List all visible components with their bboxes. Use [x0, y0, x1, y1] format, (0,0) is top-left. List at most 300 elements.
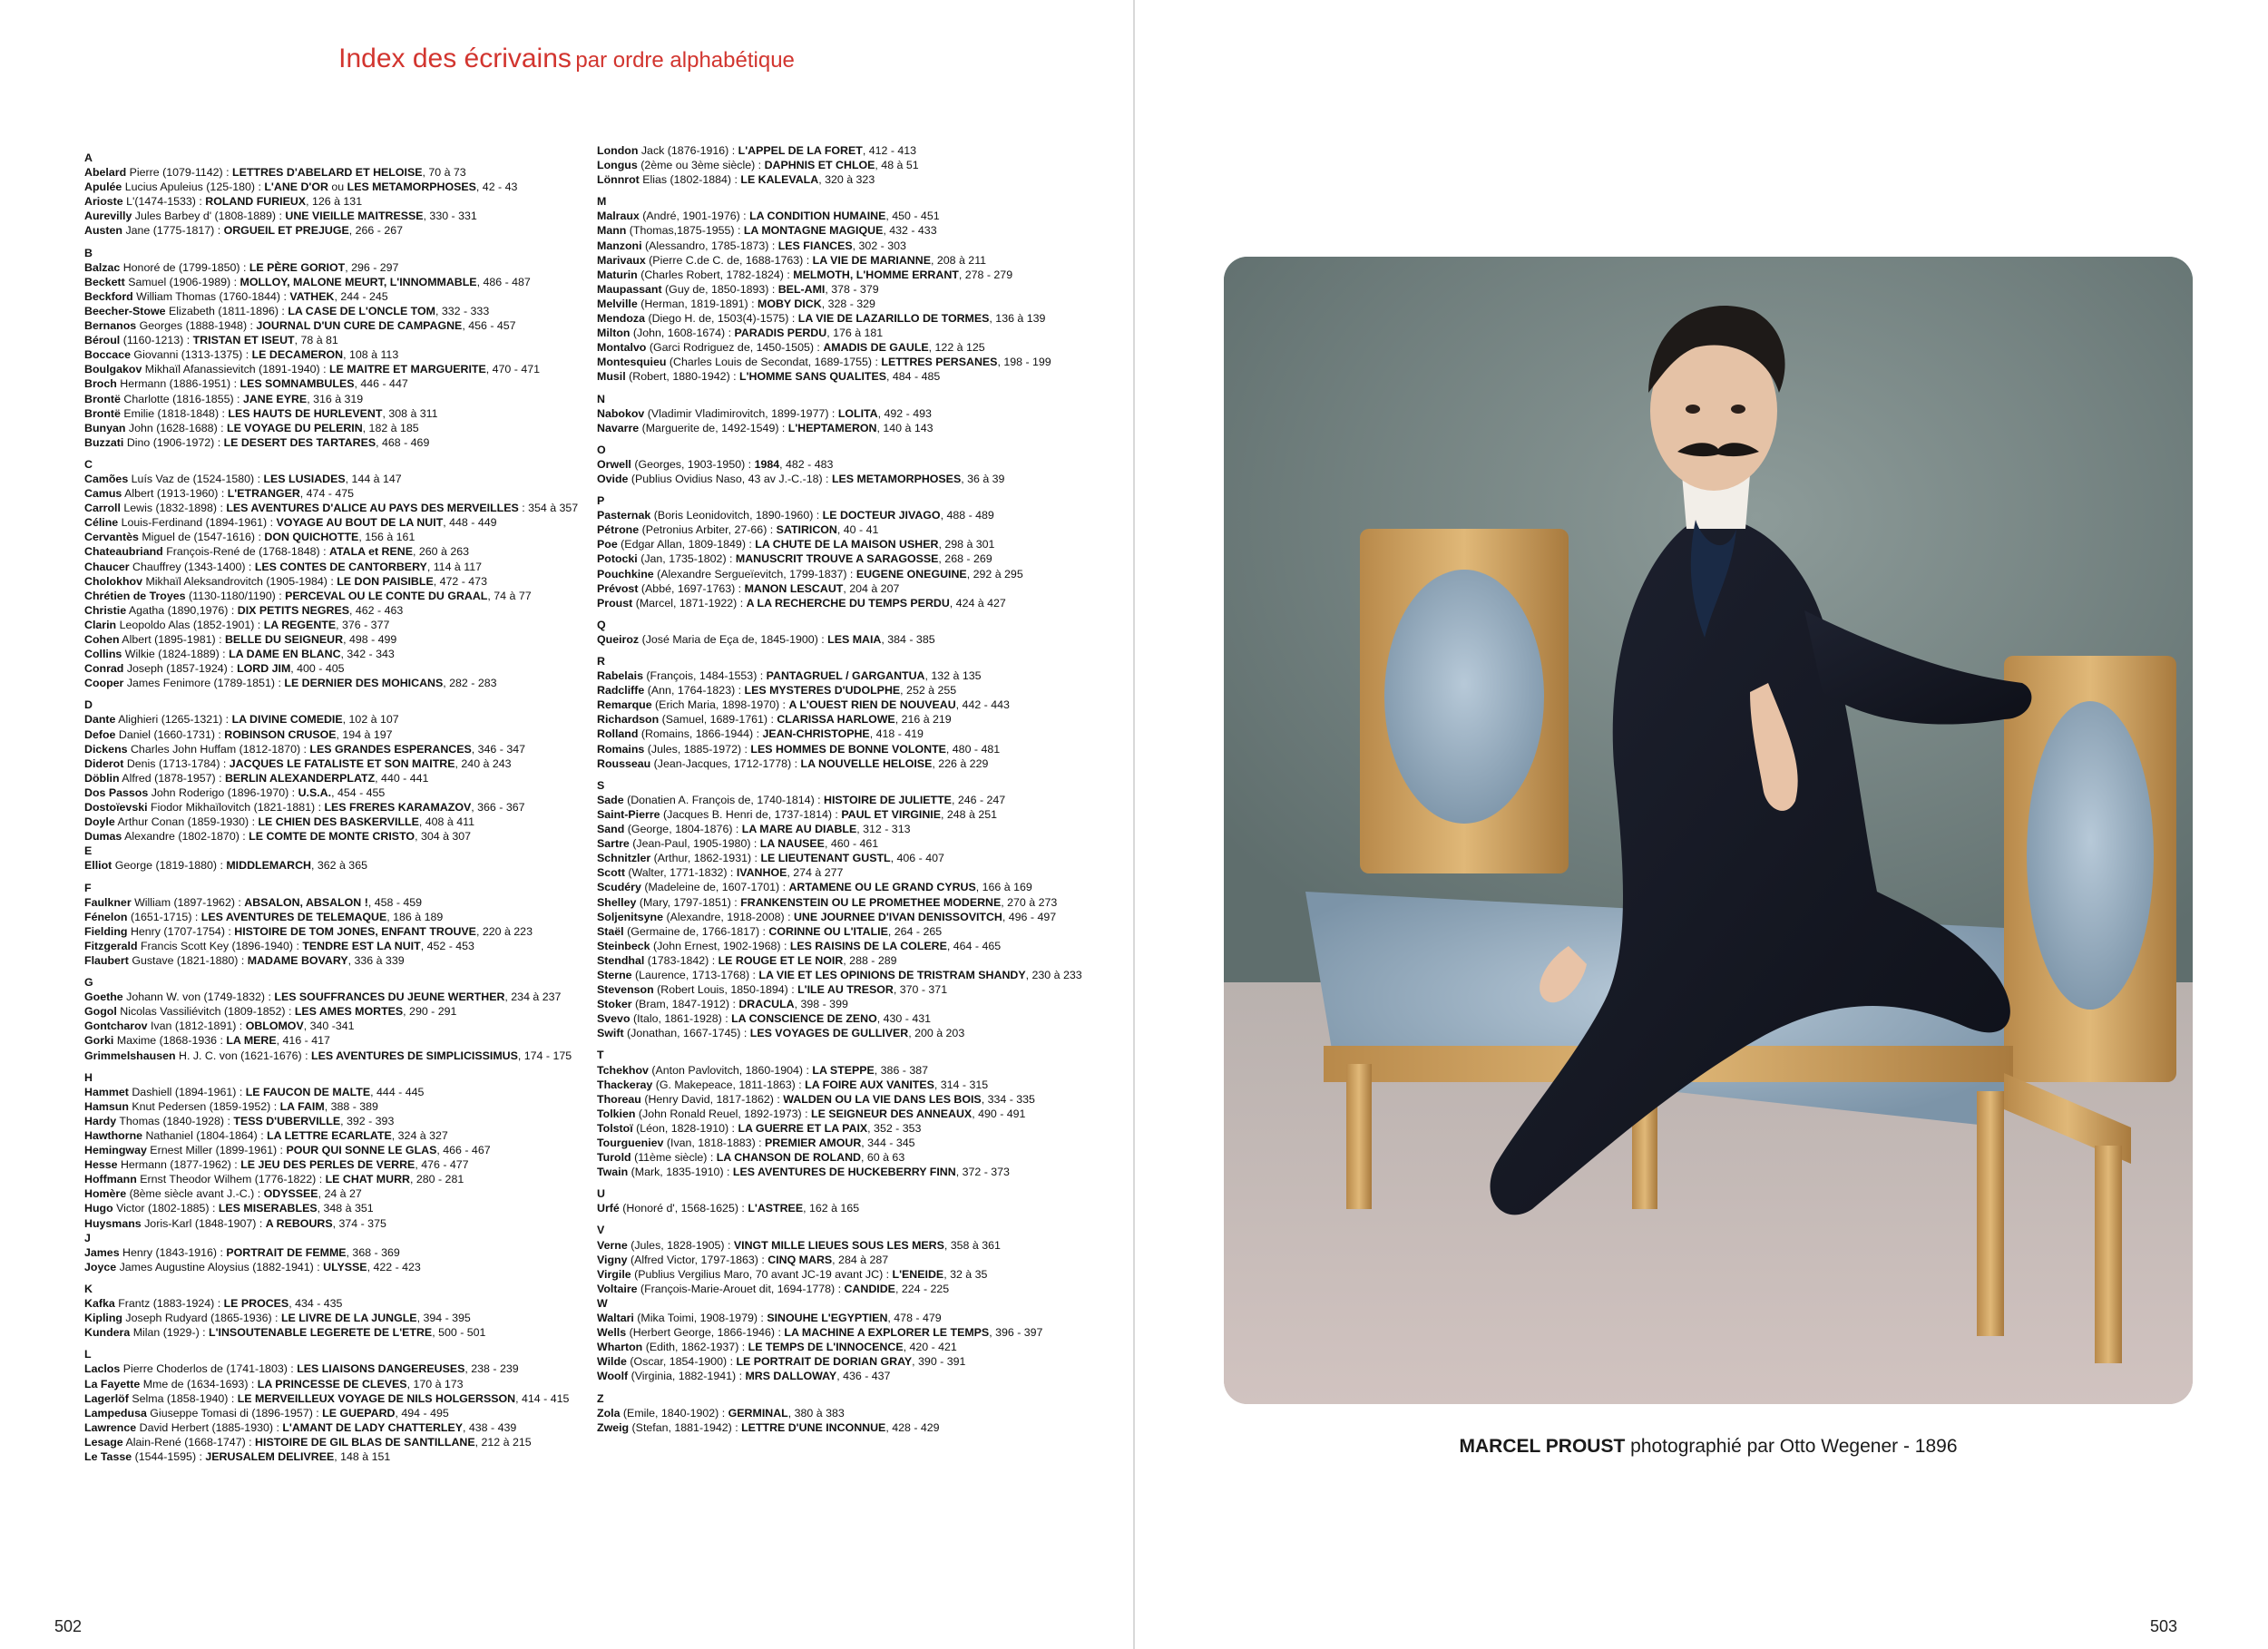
author-details: Nathaniel (1804-1864) : [142, 1129, 268, 1142]
page-range: , 324 à 327 [391, 1129, 448, 1142]
author-details: (Alfred Victor, 1797-1863) : [627, 1253, 768, 1266]
index-letter-heading: T [597, 1049, 604, 1062]
caption-text: photographié par Otto Wegener - 1896 [1630, 1436, 1958, 1457]
author-surname: Sterne [597, 968, 632, 981]
page-range: , 290 - 291 [403, 1005, 457, 1019]
page-range: , 386 - 387 [874, 1063, 929, 1077]
work-title: LE LIVRE DE LA JUNGLE [280, 1312, 417, 1325]
index-entry [84, 1004, 592, 1019]
index-entry [84, 1325, 592, 1340]
author-surname: Boulgakov [84, 363, 142, 376]
author-details: (George, 1804-1876) : [624, 823, 742, 836]
author-surname: Voltaire [597, 1282, 638, 1295]
author-surname: Céline [84, 516, 119, 530]
page-range: , 468 - 469 [376, 435, 430, 449]
index-entry [597, 1311, 1105, 1325]
page-range: , 328 - 329 [821, 297, 875, 310]
index-entry [84, 618, 592, 632]
portrait-illustration [1224, 257, 2193, 1404]
author-details: L'(1474-1533) : [122, 195, 206, 209]
page-range: , 388 - 389 [324, 1099, 378, 1113]
author-surname: Romains [597, 742, 645, 756]
author-surname: Ovide [597, 472, 629, 485]
work-title: SATIRICON [776, 523, 837, 537]
index-entry [597, 910, 1105, 924]
author-surname: Swift [597, 1027, 624, 1040]
author-surname: Tchekhov [597, 1063, 649, 1077]
index-entry [84, 501, 592, 515]
index-entry [597, 632, 1105, 647]
author-surname: Defoe [84, 727, 116, 741]
work-title: L'ANE D'OR [264, 181, 328, 194]
work-title: VATHEK [289, 289, 335, 303]
work-title: CANDIDE [844, 1282, 895, 1295]
index-entry [597, 355, 1105, 369]
author-details: (Romains, 1866-1944) : [638, 727, 763, 741]
page-range: , 32 à 35 [943, 1267, 988, 1281]
author-surname: Urfé [597, 1202, 620, 1215]
index-letter-heading: Q [597, 618, 606, 631]
index-entry [597, 551, 1105, 566]
work-title: LE TEMPS DE L'INNOCENCE [748, 1341, 904, 1354]
work-title: CORINNE OU L'ITALIE [768, 924, 888, 938]
index-entry [597, 268, 1105, 282]
author-details: James Augustine Aloysius (1882-1941) : [116, 1260, 324, 1273]
page-range: , 418 - 419 [869, 727, 924, 741]
index-entry [84, 333, 592, 347]
work-title: LE DESERT DES TARTARES [223, 435, 376, 449]
page-range: , 492 - 493 [877, 406, 932, 420]
author-details: (Publius Vergilius Maro, 70 avant JC-19 avant JC) : [631, 1267, 893, 1281]
index-letter-heading: O [597, 443, 606, 456]
page-range: , 332 - 333 [435, 304, 490, 317]
author-surname: Queiroz [597, 632, 640, 646]
author-details: (Vladimir Vladimirovitch, 1899-1977) : [644, 406, 838, 420]
page-range: , 480 - 481 [945, 742, 1001, 756]
page-range: , 270 à 273 [1001, 895, 1058, 909]
work-title: MIDDLEMARCH [226, 859, 311, 873]
author-details: James Fenimore (1789-1851) : [123, 677, 285, 690]
work-title: LE SEIGNEUR DES ANNEAUX [811, 1107, 973, 1120]
page-range: , 266 - 267 [348, 224, 404, 238]
page-range: , 372 - 373 [955, 1166, 1010, 1179]
index-entry [84, 1172, 592, 1186]
index-entry [597, 982, 1105, 997]
work-title: LA FOIRE AUX VANITES [805, 1078, 934, 1091]
page-range: , 432 - 433 [883, 224, 937, 238]
author-surname: James [84, 1245, 120, 1259]
work-title: MOBY DICK [758, 297, 822, 310]
author-surname: Collins [84, 648, 122, 661]
author-details: (Jules, 1885-1972) : [644, 742, 751, 756]
author-surname: La Fayette [84, 1377, 141, 1390]
index-entry [597, 793, 1105, 807]
work-title: DON QUICHOTTE [264, 531, 359, 544]
author-surname: Cohen [84, 633, 120, 646]
index-entry [84, 1114, 592, 1128]
author-surname: Gontcharov [84, 1020, 148, 1033]
work-title: TRISTAN ET ISEUT [192, 334, 295, 347]
author-details: Alain-René (1668-1747) : [122, 1435, 256, 1449]
page-range: , 464 - 465 [946, 939, 1002, 952]
index-entry [597, 742, 1105, 756]
author-details: (Walter, 1771-1832) : [624, 866, 737, 880]
author-details: (Germaine de, 1766-1817) : [623, 924, 769, 938]
index-entry [84, 1099, 592, 1114]
index-entry [84, 1186, 592, 1201]
index-entry [84, 1033, 592, 1048]
index-entry [84, 990, 592, 1004]
author-details: Hermann (1886-1951) : [116, 377, 240, 391]
title-sub: par ordre alphabétique [575, 48, 795, 73]
author-surname: Wells [597, 1326, 627, 1340]
index-entry [597, 1282, 1105, 1296]
work-title: MRS DALLOWAY [745, 1370, 837, 1383]
index-entry [84, 362, 592, 376]
work-title: TENDRE EST LA NUIT [302, 939, 421, 952]
page-range: , 248 à 251 [941, 807, 998, 821]
work-title: L'ASTREE [748, 1202, 804, 1215]
author-details: (Robert Louis, 1850-1894) : [653, 983, 798, 997]
author-details: (Edith, 1862-1937) : [642, 1341, 748, 1354]
page-range: , 460 - 461 [824, 837, 879, 851]
work-title: BELLE DU SEIGNEUR [224, 633, 344, 646]
page-range: , 102 à 107 [342, 713, 399, 727]
author-surname: Zweig [597, 1420, 630, 1434]
author-surname: Montesquieu [597, 356, 667, 369]
work-title: LA DAME EN BLANC [229, 648, 341, 661]
author-details: George (1819-1880) : [112, 859, 227, 873]
page-range: , 406 - 407 [890, 852, 944, 865]
author-surname: Pouchkine [597, 567, 654, 581]
author-surname: Chateaubriand [84, 545, 163, 559]
page-range: , 448 - 449 [443, 516, 497, 530]
author-details: (1544-1595) : [132, 1449, 206, 1463]
index-entry [84, 771, 592, 785]
index-entry [597, 1201, 1105, 1215]
index-entry [597, 953, 1105, 968]
page-range: , 176 à 181 [826, 327, 884, 340]
index-entry [84, 632, 592, 647]
author-surname: London [597, 144, 639, 157]
author-details: Pierre Choderlos de (1741-1803) : [120, 1362, 298, 1376]
index-entry [84, 829, 592, 844]
author-surname: Lawrence [84, 1420, 137, 1434]
page-range: , 416 - 417 [276, 1034, 330, 1048]
author-details: Henry (1843-1916) : [119, 1245, 227, 1259]
author-surname: Fitzgerald [84, 939, 138, 952]
index-entry [597, 1136, 1105, 1150]
author-details: Hermann (1877-1962) : [117, 1158, 241, 1172]
author-surname: Sartre [597, 837, 630, 851]
index-entry [597, 1238, 1105, 1253]
page-range: , 482 - 483 [779, 457, 834, 471]
author-surname: Arioste [84, 195, 123, 209]
work-title: LES METAMORPHOSES [831, 472, 962, 485]
page-title [0, 44, 1133, 74]
page-range: , 442 - 443 [955, 698, 1010, 712]
page-range: , 186 à 189 [386, 910, 444, 923]
index-entry [597, 880, 1105, 894]
work-title: LES MYSTERES D'UDOLPHE [744, 684, 901, 698]
author-surname: Thackeray [597, 1078, 653, 1091]
work-title: LA CONSCIENCE DE ZENO [731, 1012, 877, 1026]
author-details: Victor (1802-1885) : [112, 1202, 219, 1215]
author-details: (Ivan, 1818-1883) : [663, 1137, 766, 1149]
page-range: , 440 - 441 [375, 771, 429, 785]
author-details: (Madeleine de, 1607-1701) : [640, 881, 789, 894]
author-details: Joseph Rudyard (1865-1936) : [122, 1312, 281, 1325]
page-range: , 304 à 307 [415, 830, 472, 844]
author-surname: Hamsun [84, 1099, 129, 1113]
work-title: A LA RECHERCHE DU TEMPS PERDU [746, 596, 950, 610]
author-details: Johann W. von (1749-1832) : [122, 990, 275, 1004]
author-details: Albert (1895-1981) : [119, 633, 225, 646]
work-title: LE ROUGE ET LE NOIR [718, 953, 844, 967]
author-details: William (1897-1962) : [131, 895, 245, 909]
work-title: LA STEPPE [812, 1063, 875, 1077]
author-details: (Erich Maria, 1898-1970) : [651, 698, 789, 712]
page-range: , 220 à 223 [475, 924, 533, 938]
index-entry [84, 756, 592, 771]
page-range: , 358 à 361 [943, 1238, 1001, 1252]
index-column-1 [84, 143, 592, 1464]
author-details: (Guy de, 1850-1893) : [661, 282, 778, 296]
index-entry [597, 939, 1105, 953]
author-details: Daniel (1660-1731) : [115, 727, 225, 741]
author-surname: Apulée [84, 181, 122, 194]
author-surname: Mann [597, 224, 627, 238]
work-title: LES MISERABLES [218, 1202, 318, 1215]
author-details: (Thomas,1875-1955) : [626, 224, 744, 238]
work-title: TESS D'UBERVILLE [233, 1114, 341, 1127]
author-details: Giovanni (1313-1375) : [130, 348, 252, 362]
author-surname: Proust [597, 596, 633, 610]
index-entry [84, 515, 592, 530]
page-range: , 132 à 135 [924, 669, 982, 683]
work-title: L'AMANT DE LADY CHATTERLEY [282, 1420, 464, 1434]
author-details: (Ann, 1764-1823) : [644, 684, 745, 698]
work-title: PARADIS PERDU [734, 327, 827, 340]
work-connector: ou [327, 181, 347, 194]
author-details: (François-Marie-Arouet dit, 1694-1778) : [637, 1282, 845, 1295]
page-range: , 224 - 225 [894, 1282, 950, 1295]
work-title-alt: LES METAMORPHOSES [347, 181, 476, 194]
page-range: , 126 à 131 [306, 195, 363, 209]
page-range: , 488 - 489 [940, 509, 994, 522]
work-title: LES FRERES KARAMAZOV [324, 801, 472, 815]
author-details: François-René de (1768-1848) : [162, 545, 329, 559]
page-range: , 348 à 351 [317, 1202, 374, 1215]
author-details: (Petronius Arbiter, 27-66) : [639, 523, 777, 537]
work-title: JANE EYRE [242, 392, 308, 405]
author-surname: Zola [597, 1406, 621, 1420]
index-entry [84, 1435, 592, 1449]
author-surname: Woolf [597, 1370, 629, 1383]
author-details: (Publius Ovidius Naso, 43 av J.-C.-18) : [628, 472, 832, 485]
index-entry [84, 472, 592, 486]
author-details: (Charles Louis de Secondat, 1689-1755) : [666, 356, 882, 369]
page-range: , 240 à 243 [455, 756, 512, 770]
author-surname: Brontë [84, 392, 121, 405]
author-details: (Bram, 1847-1912) : [631, 998, 739, 1011]
author-surname: Camus [84, 487, 122, 501]
author-surname: Laclos [84, 1362, 121, 1376]
author-surname: Dickens [84, 742, 128, 756]
page-range: , 246 - 247 [951, 793, 1006, 806]
page-range: , 204 à 207 [843, 581, 900, 595]
index-entry [84, 939, 592, 953]
author-surname: Vigny [597, 1253, 628, 1266]
author-surname: Le Tasse [84, 1449, 132, 1463]
author-details: (11ème siècle) : [631, 1151, 717, 1165]
index-entry [84, 742, 592, 756]
author-surname: Sade [597, 793, 624, 806]
author-surname: Svevo [597, 1012, 631, 1026]
page-range: , 268 - 269 [938, 552, 992, 566]
page-range: , 390 - 391 [912, 1355, 966, 1369]
work-title: LE DERNIER DES MOHICANS [284, 677, 444, 690]
page-number-right: 503 [2150, 1617, 2178, 1635]
index-letter-heading: M [597, 195, 607, 209]
page-range: , 450 - 451 [885, 210, 940, 223]
page-range: , 48 à 51 [875, 159, 919, 172]
author-details: (Marguerite de, 1492-1549) : [639, 421, 788, 434]
index-entry [597, 508, 1105, 522]
author-details: (Honoré d', 1568-1625) : [619, 1202, 748, 1215]
index-entry [597, 158, 1105, 172]
work-title: AMADIS DE GAULE [823, 341, 929, 355]
author-surname: Homère [84, 1187, 127, 1201]
author-details: (Mary, 1797-1851) : [636, 895, 741, 909]
work-title: LE CHAT MURR [325, 1173, 410, 1186]
work-title: LA GUERRE ET LA PAIX [738, 1121, 868, 1135]
author-details: Emilie (1818-1848) : [120, 406, 229, 420]
work-title: LES CONTES DE CANTORBERY [254, 560, 427, 573]
index-entry [84, 603, 592, 618]
page-range: , 312 - 313 [856, 823, 911, 836]
page-range: , 428 - 429 [885, 1420, 940, 1434]
page-range: , 498 - 499 [343, 633, 397, 646]
work-title: U.S.A. [298, 785, 332, 799]
index-entry [597, 1325, 1105, 1340]
page-range: , 194 à 197 [336, 727, 393, 741]
author-details: (Emile, 1840-1902) : [620, 1406, 728, 1420]
work-title: ROBINSON CRUSOE [224, 727, 337, 741]
author-surname: Hardy [84, 1114, 117, 1127]
author-details: (1160-1213) : [120, 334, 193, 347]
work-title: LES HAUTS DE HURLEVENT [228, 406, 383, 420]
author-surname: Pasternak [597, 509, 651, 522]
page-range: , 444 - 445 [370, 1085, 425, 1098]
work-title: LES AVENTURES D'ALICE AU PAYS DES MERVEILLES [226, 502, 519, 515]
page-range: , 282 - 283 [443, 677, 497, 690]
author-surname: Nabokov [597, 406, 645, 420]
index-entry [597, 756, 1105, 771]
index-entry [84, 392, 592, 406]
work-title: LA DIVINE COMEDIE [231, 713, 343, 727]
page-range: , 174 - 175 [517, 1049, 572, 1062]
title-main: Index des écrivains [338, 44, 572, 73]
work-title: JOURNAL D'UN CURE DE CAMPAGNE [256, 319, 463, 333]
work-title: LE FAUCON DE MALTE [245, 1085, 371, 1098]
author-surname: Dostoïevski [84, 801, 148, 815]
page-range: , 162 à 165 [803, 1202, 860, 1215]
author-details: H. J. C. von (1621-1676) : [175, 1049, 311, 1062]
author-details: Ivan (1812-1891) : [147, 1020, 246, 1033]
index-entry [84, 1143, 592, 1157]
index-letter-heading: L [84, 1348, 92, 1361]
page-range: , 352 - 353 [867, 1121, 922, 1135]
author-surname: Cervantès [84, 531, 139, 544]
author-surname: Diderot [84, 756, 124, 770]
work-title: MANUSCRIT TROUVE A SARAGOSSE [735, 552, 939, 566]
index-entry [597, 822, 1105, 836]
author-details: (Charles Robert, 1782-1824) : [637, 268, 794, 281]
index-entry [84, 406, 592, 421]
index-column-2 [597, 143, 1105, 1435]
author-details: Ernest Miller (1899-1961) : [146, 1144, 287, 1157]
page-range: , 380 à 383 [787, 1406, 845, 1420]
index-letter-heading: K [84, 1282, 93, 1295]
author-details: (Abbé, 1697-1763) : [638, 581, 745, 595]
author-details: (Boris Leonidovitch, 1890-1960) : [650, 509, 823, 522]
work-title: LOLITA [837, 406, 878, 420]
index-entry [84, 727, 592, 742]
index-entry [84, 275, 592, 289]
index-entry [597, 596, 1105, 610]
page-range: , 452 - 453 [420, 939, 474, 952]
index-entry [597, 1420, 1105, 1435]
work-title: PREMIER AMOUR [765, 1137, 862, 1149]
work-title: PERCEVAL OU LE CONTE DU GRAAL [285, 589, 488, 602]
author-details: (Arthur, 1862-1931) : [650, 852, 761, 865]
work-title: VINGT MILLE LIEUES SOUS LES MERS [733, 1238, 944, 1252]
index-entry [84, 1157, 592, 1172]
page-range: : 354 à 357 [518, 502, 579, 515]
author-details: (Jules, 1828-1905) : [627, 1238, 734, 1252]
author-surname: Lampedusa [84, 1406, 147, 1420]
page-range: , 400 - 405 [290, 662, 345, 676]
author-details: (Léon, 1828-1910) : [632, 1121, 738, 1135]
index-letter-heading: H [84, 1070, 93, 1084]
work-title: LA VIE DE MARIANNE [812, 253, 931, 267]
author-surname: Buzzati [84, 435, 124, 449]
author-surname: Hawthorne [84, 1129, 143, 1142]
work-title: LE PROCES [223, 1297, 289, 1311]
work-title: LA FAIM [279, 1099, 325, 1113]
work-title: LA MERE [226, 1034, 277, 1048]
work-title: ABSALON, ABSALON ! [244, 895, 368, 909]
author-surname: Wilde [597, 1355, 627, 1369]
page-range: , 470 - 471 [485, 363, 540, 376]
index-entry [597, 807, 1105, 822]
author-details: (Marcel, 1871-1922) : [632, 596, 747, 610]
page-range: , 344 - 345 [861, 1137, 915, 1149]
work-title: LES LIAISONS DANGEREUSES [297, 1362, 465, 1376]
author-details: Alfred (1878-1957) : [119, 771, 225, 785]
photo-caption [1224, 1436, 2193, 1458]
page-range: , 198 - 199 [997, 356, 1051, 369]
author-surname: Grimmelshausen [84, 1049, 176, 1062]
work-title: LE KALEVALA [740, 173, 819, 187]
work-title: DRACULA [738, 998, 795, 1011]
author-details: (Jacques B. Henri de, 1737-1814) : [660, 807, 842, 821]
author-surname: Bernanos [84, 319, 137, 333]
author-surname: Beckett [84, 275, 125, 288]
author-surname: Lagerlöf [84, 1391, 129, 1405]
page-range: , 278 - 279 [958, 268, 1013, 281]
